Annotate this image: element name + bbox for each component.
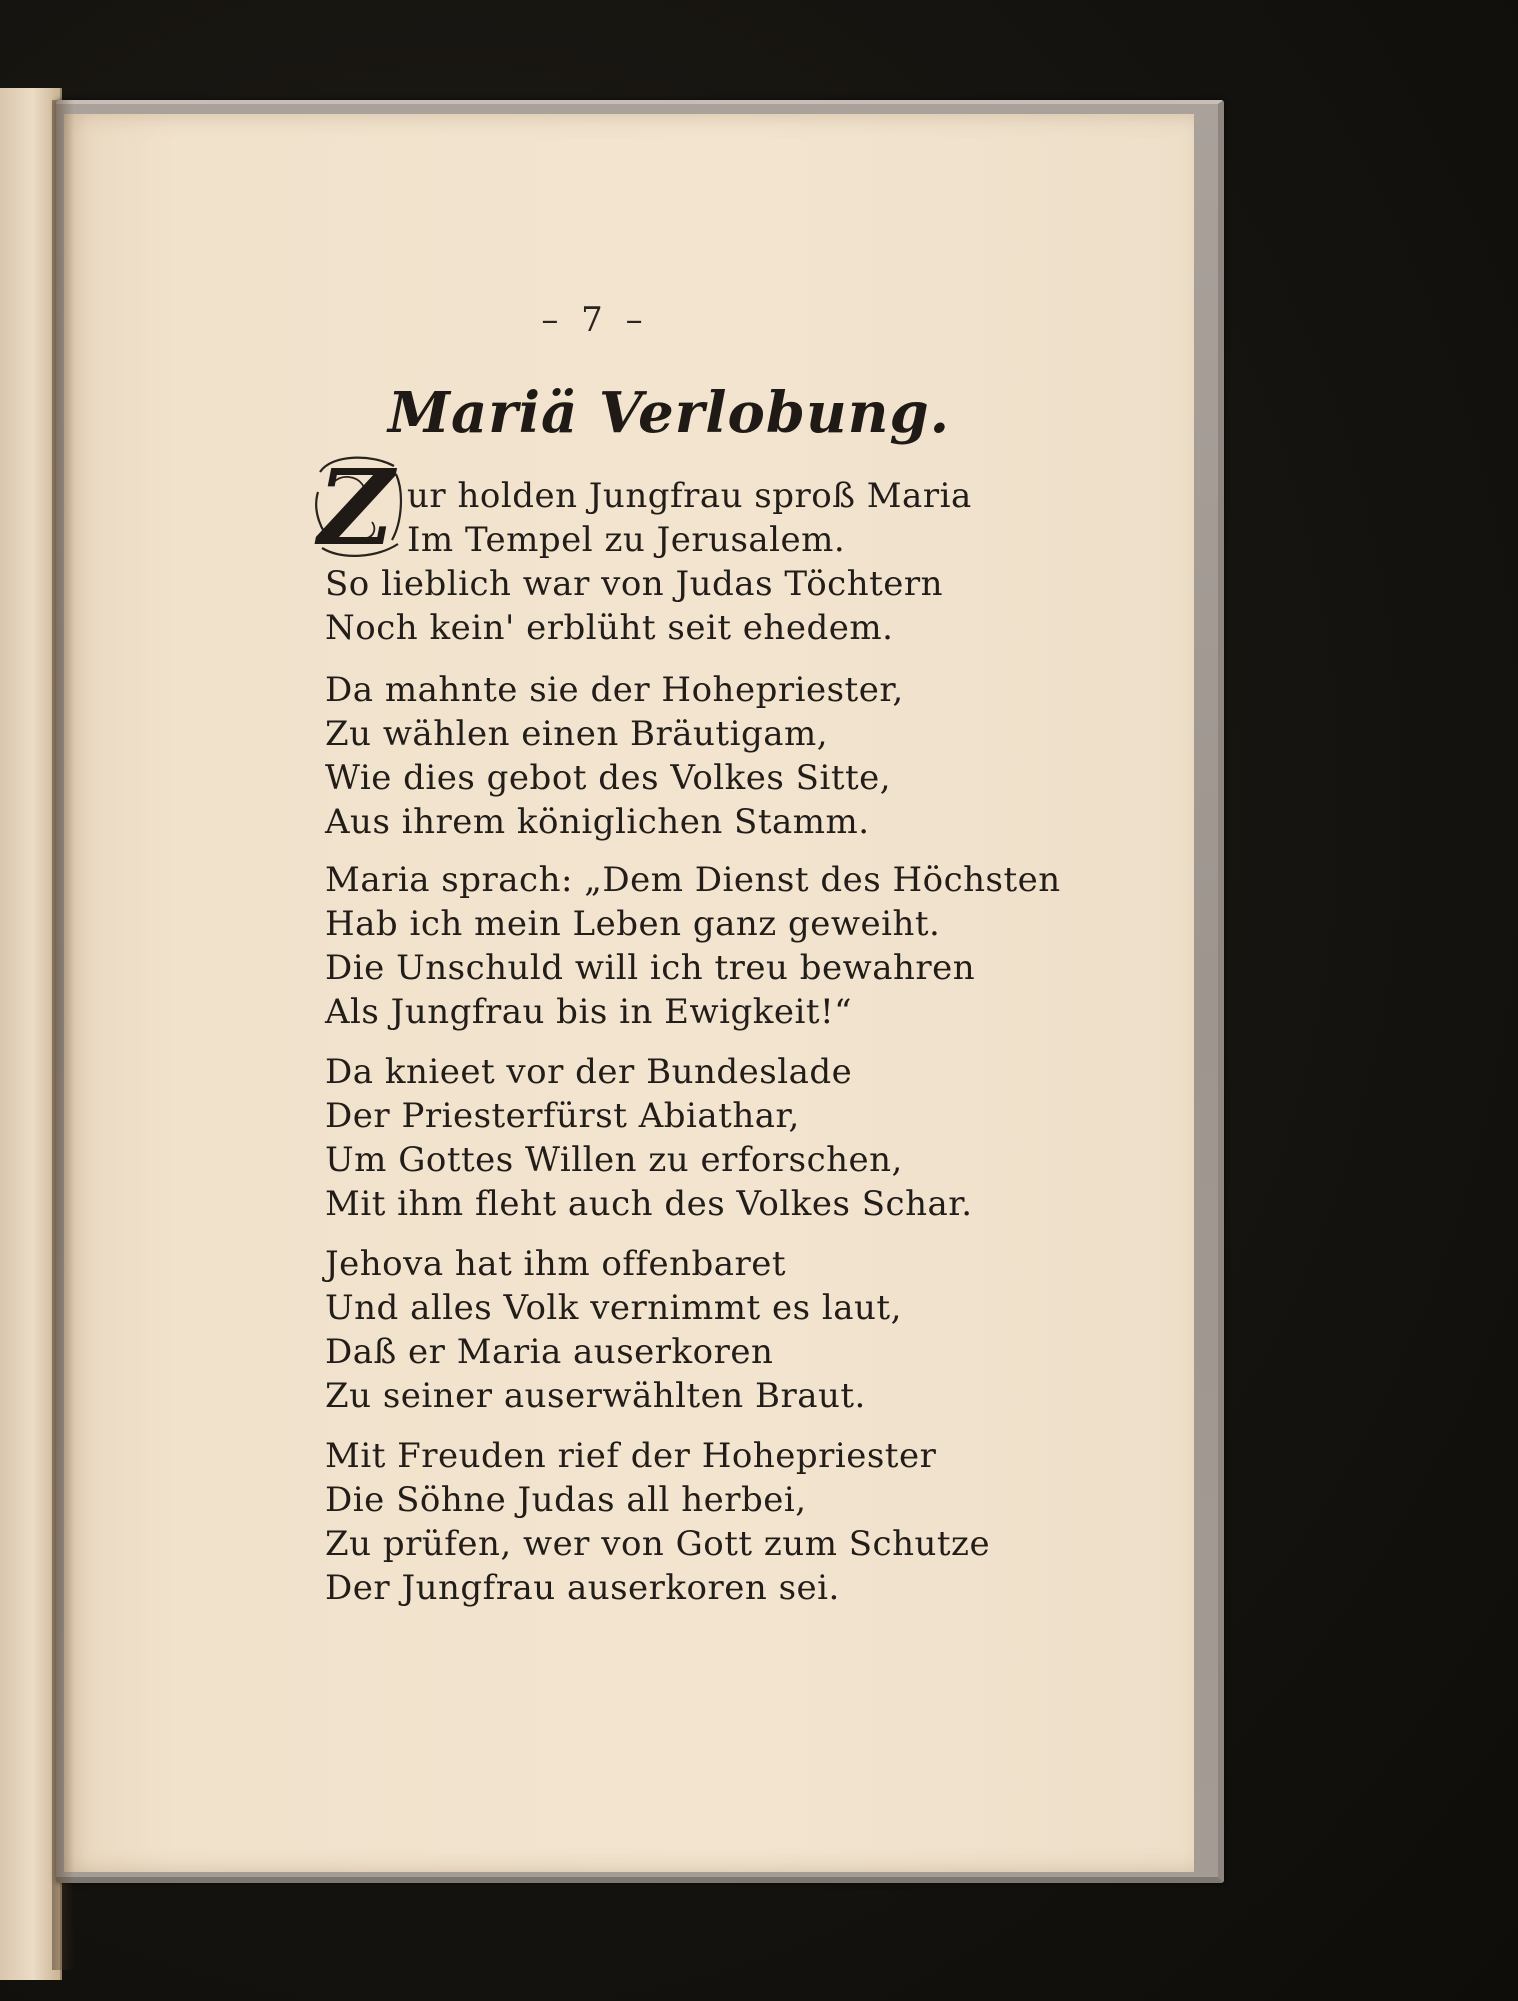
verse-line: Hab ich mein Leben ganz geweiht. — [325, 904, 941, 944]
verse-line: Der Priesterfürst Abiathar, — [325, 1096, 800, 1136]
verse-line: ur holden Jungfrau sproß Maria — [407, 476, 972, 516]
verse-line: Als Jungfrau bis in Ewigkeit!“ — [325, 992, 853, 1032]
stanza — [325, 1242, 1045, 1418]
poem-title: Mariä Verlobung. — [388, 380, 951, 446]
verse-line: Mit ihm fleht auch des Volkes Schar. — [325, 1184, 973, 1224]
verse-line: Um Gottes Willen zu erforschen, — [325, 1140, 903, 1180]
verse-line: Mit Freuden rief der Hohepriester — [325, 1436, 937, 1476]
verse-line: Noch kein' erblüht seit ehedem. — [325, 608, 894, 648]
verse-line: Aus ihrem königlichen Stamm. — [325, 802, 870, 842]
stanza — [325, 858, 1061, 1034]
verse-line: Der Jungfrau auserkoren sei. — [325, 1568, 840, 1608]
stanza — [325, 474, 1045, 650]
verse-line: Wie dies gebot des Volkes Sitte, — [325, 758, 892, 798]
stanza — [325, 1434, 1045, 1610]
stanza — [325, 1050, 1045, 1226]
verse-line: Maria sprach: „Dem Dienst des Höchsten — [325, 860, 1061, 900]
drop-cap-initial: Z — [318, 446, 394, 569]
verse-line: Da mahnte sie der Hohepriester, — [325, 670, 904, 710]
verse-line: Und alles Volk vernimmt es laut, — [325, 1288, 902, 1328]
spine-shadow — [52, 100, 74, 1970]
verse-line: Zu seiner auserwählten Braut. — [325, 1376, 866, 1416]
verse-line: Da knieet vor der Bundeslade — [325, 1052, 853, 1092]
verse-line: Die Söhne Judas all herbei, — [325, 1480, 807, 1520]
verse-line: Zu wählen einen Bräutigam, — [325, 714, 829, 754]
verse-line: So lieblich war von Judas Töchtern — [325, 564, 944, 604]
verse-line: Daß er Maria auserkoren — [325, 1332, 774, 1372]
page-number: – 7 – — [541, 300, 649, 340]
verse-line: Jehova hat ihm offenbaret — [325, 1244, 787, 1284]
verse-line: Zu prüfen, wer von Gott zum Schutze — [325, 1524, 991, 1564]
stanza — [325, 668, 1045, 844]
verse-line: Im Tempel zu Jerusalem. — [407, 520, 846, 560]
verse-line: Die Unschuld will ich treu bewahren — [325, 948, 976, 988]
